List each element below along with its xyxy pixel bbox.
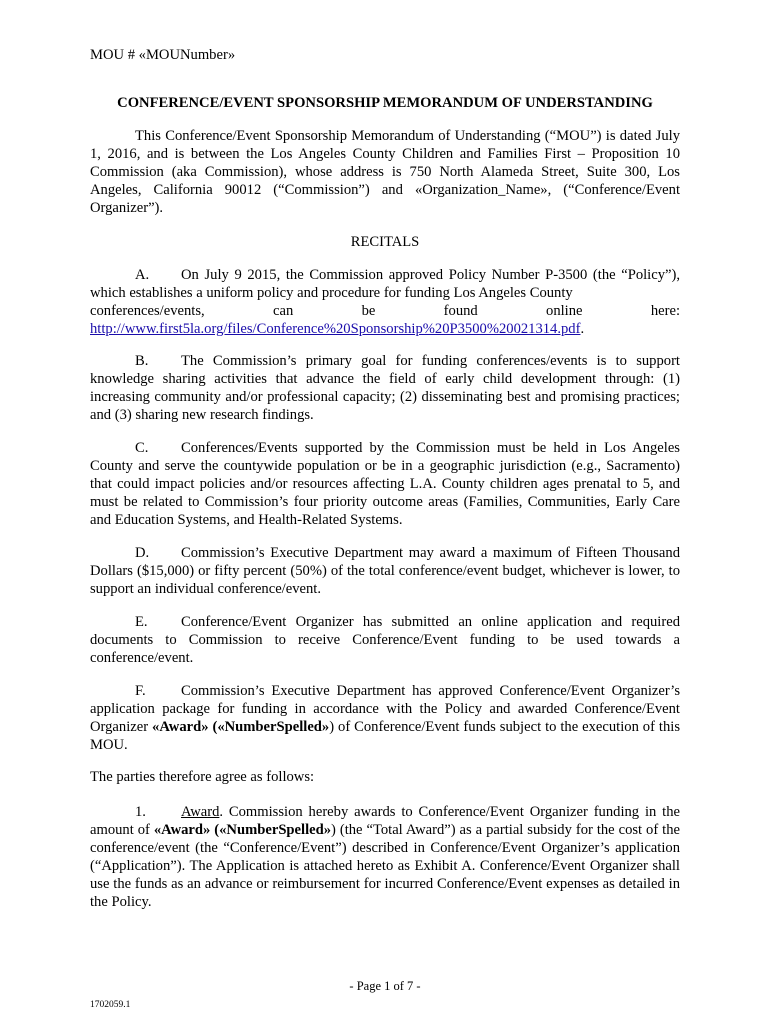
recital-f-text-after: ) of Conference/Event funds subject to the execution of this MOU. xyxy=(90,719,680,753)
recital-a-text: On July 9 2015, the Commission approved Policy Number P-3500 (the “Policy”), which establishes a uniform policy and procedure for funding Los Angeles County xyxy=(90,267,680,301)
recital-c xyxy=(90,439,680,529)
document-page xyxy=(90,0,680,1024)
recital-d-text: Commission’s Executive Department may award a maximum of Fifteen Thousand Dollars ($15,000) or fifty percent (50%) of the total conference/event budget, whichever is lower, to support an individual conference/event. xyxy=(90,545,680,597)
recital-f-text-before: Commission’s Executive Department has approved Conference/Event Organizer’s application package for funding in accordance with the Policy and awarded Conference/Event Organizer xyxy=(90,683,680,735)
recital-d xyxy=(90,544,680,598)
recital-c-text: Conferences/Events supported by the Commission must be held in Los Angeles County and serve the countywide population or be in a geographic jurisdiction (e.g., Sacramento) that could impact policies and/or resources affecting L.A. County children ages prenatal to 5, and must be related to Commission’s four priority outcome areas (Families, Communities, Early Care and Education Systems, and Health-Related Systems. xyxy=(90,440,680,528)
spread-word: conferences/events, xyxy=(90,303,205,319)
recital-f-letter: F. xyxy=(135,683,146,699)
recital-b xyxy=(90,352,680,424)
spread-word: here: xyxy=(650,303,680,319)
mou-number-header: MOU # «MOUNumber» xyxy=(90,47,236,63)
recital-f xyxy=(90,682,680,754)
recital-a-end: . xyxy=(580,321,585,337)
spread-word: can xyxy=(272,303,294,319)
spread-word: found xyxy=(443,303,478,319)
policy-link[interactable]: http://www.first5la.org/files/Conference%20Sponsorship%20P3500%20021314.pdf xyxy=(90,321,581,337)
recital-a-letter: A. xyxy=(135,267,150,283)
recital-c-letter: C. xyxy=(135,440,149,456)
document-title: CONFERENCE/EVENT SPONSORSHIP MEMORANDUM OF UNDERSTANDING xyxy=(117,95,653,111)
recital-b-text: The Commission’s primary goal for funding conferences/events is to support knowledge sharing activities that advance the field of early child development through: (1) increasing community and/or professional capacity; (2) disseminating best and promising practices; and (3) sharing new research findings. xyxy=(90,353,680,423)
recital-a-link-line xyxy=(90,320,680,338)
page-number: - Page 1 of 7 - xyxy=(349,979,421,993)
section-1-text-a: . Commission hereby awards to Conference/Event Organizer funding in the amount of xyxy=(90,804,680,838)
agreement-intro: The parties therefore agree as follows: xyxy=(90,769,315,785)
section-1-text-b: ) (the “Total Award”) as a partial subsidy for the cost of the conference/event (the “Conference/Event”) described in Conference/Event Organizer’s application (“Application”). The Application is attached hereto as Exhibit A. Conference/Event Organizer shall use the funds as an advance or reimbursement for incurred Conference/Event expenses as detailed in the Policy. xyxy=(90,822,680,910)
recital-a xyxy=(90,266,680,302)
recital-d-letter: D. xyxy=(135,545,150,561)
recital-e-text: Conference/Event Organizer has submitted an online application and required documents to Commission to receive Conference/Event funding to be used towards a conference/event. xyxy=(90,614,680,666)
section-1-award xyxy=(90,803,680,911)
recital-a-spread-line xyxy=(90,302,680,320)
document-id: 1702059.1 xyxy=(90,1000,131,1010)
recital-e-letter: E. xyxy=(135,614,148,630)
recitals-heading: RECITALS xyxy=(350,234,420,250)
section-1-heading: Award xyxy=(181,804,220,820)
spread-word: be xyxy=(361,303,376,319)
section-1-award-amount: «Award» («NumberSpelled» xyxy=(153,822,332,838)
recital-f-award: «Award» («NumberSpelled» xyxy=(152,719,330,735)
section-1-number: 1. xyxy=(135,804,146,820)
recital-e xyxy=(90,613,680,667)
recital-b-letter: B. xyxy=(135,353,149,369)
spread-word: online xyxy=(546,303,583,319)
intro-paragraph: This Conference/Event Sponsorship Memorandum of Understanding (“MOU”) is dated July 1, 2016, and is between the Los Angeles County Children and Families First – Proposition 10 Commission (aka Commission), whose address is 750 North Alameda Street, Suite 300, Los Angeles, California 90012 (“Commission”) and «Organization_Name», (“Conference/Event Organizer”). xyxy=(90,128,680,216)
